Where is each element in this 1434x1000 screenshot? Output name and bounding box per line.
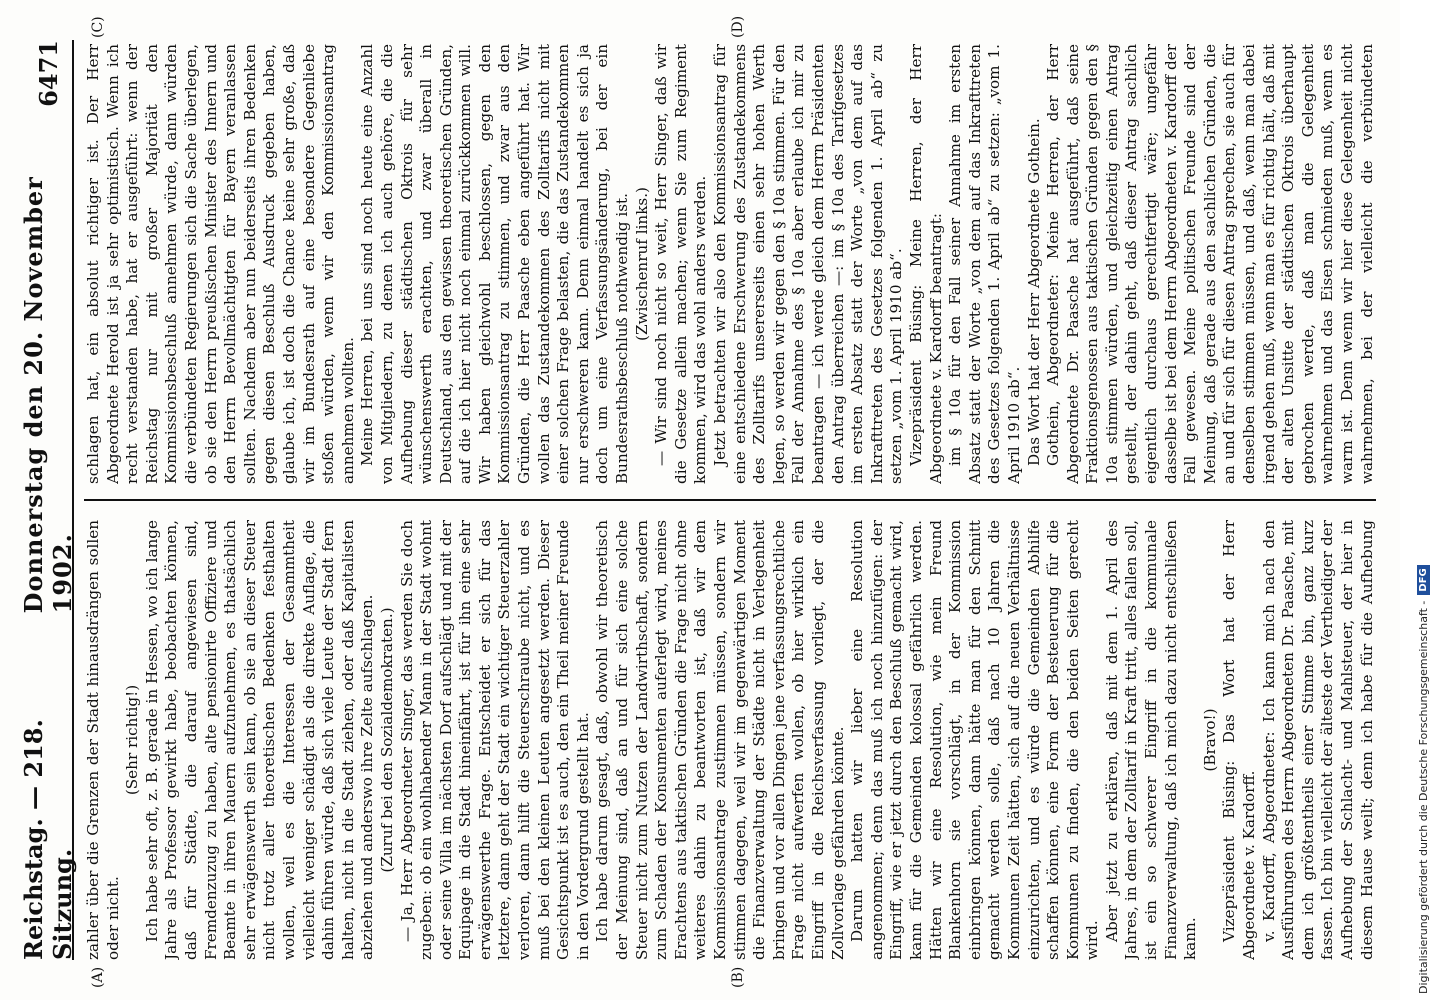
margin-marker-d: (D) [730, 15, 746, 38]
paragraph: schlagen hat, ein absolut richtiger ist. Der Herr Abgeordnete Herold ist ja sehr optimistisch. Wenn ich recht verstanden habe, hat er ausgeführt: wenn der Reichstag nur mit großer Majorität den Kommissionsbeschluß annehmen würde, dann würden die verbündeten Regierungen sich die Sache überlegen, ob sie den Herrn preußischen Minister des Innern und den Herrn Bevollmächtigten für Bayern veranlassen sollten. Nachdem aber nun beiderseits ihren Bedenken gegen diesen Beschluß Ausdruck gegeben haben, glaube ich, ist doch die Chance keine sehr große, daß wir im Bundesrath auf eine besondere Gegenliebe stoßen würden, wenn wir den Kommissionsantrag annehmen wollten. [84, 44, 357, 484]
digitization-stamp [1414, 6, 1432, 994]
paragraph: — Ja, Herr Abgeordneter Singer, das werden Sie doch zugeben: ob ein wohlhabender Mann in der Stadt wohnt oder seine Villa im nächsten Dorf aufschlägt und mit der Equipage in die Stadt hineinfährt, ist für ihn eine sehr erwägenswerthe Frage. Entscheidet er sich für das letztere, dann geht der Stadt ein wichtiger Steuerzahler verloren, dann hilft die Steuerschraube nicht, und es muß bei den kleinen Leuten angesetzt werden. Dieser Gesichtspunkt ist es auch, den ein Theil meiner Freunde in den Vordergrund gestellt hat. [397, 520, 592, 960]
header-left: Reichstag. — 218. Sitzung. [19, 719, 77, 960]
dfg-logo: DFG [1417, 565, 1430, 594]
margin-marker-a: (A) [90, 966, 106, 988]
paragraph: — Wir sind noch nicht so weit, Herr Singer, daß wir die Gesetze allein machen; wenn Sie zum Regiment kommen, wird das wohl anders werden. [652, 44, 710, 484]
header-date: Donnerstag den 20. November 1902. [19, 176, 77, 614]
paragraph: Meine Herren, bei uns sind noch heute eine Anzahl von Mitgliedern, zu denen ich auch gehöre, die die Aufhebung dieser städtischen Oktrois für sehr wünschenswerth erachten, und zwar überall in Deutschland, aus den gewissen theoretischen Gründen, auf die ich hier nicht noch einmal zurückkommen will. Wir haben gleichwohl beschlossen, gegen den Kommissionsantrag zu stimmen, und zwar aus den Gründen, die Herr Paasche eben angeführt hat. Wir wollen das Zustandekommen des Zolltarifs nicht mit einer solchen Frage belasten, die das Zustandekommen nur erschweren kann. Denn einmal handelt es sich ja doch um eine Verfassungsänderung, bei der ein Bundesrathsbeschluß nothwendig ist. [358, 44, 632, 484]
left-column [84, 520, 1376, 960]
right-column [84, 44, 1376, 484]
paragraph: Vizepräsident Büsing: Meine Herren, der Herr Abgeordnete v. Kardorff beantragt: [906, 44, 945, 484]
paragraph: v. Kardorff, Abgeordneter: Ich kann mich nach den Ausführungen des Herrn Abgeordneten Dr. Paasche, mit dem ich größtentheils einer Stimme bin, ganz kurz fassen. Ich bin vielleicht der älteste der Vertheidiger der Aufhebung der Schlacht- und Mahlsteuer, der hier in diesem Hause weilt; denn ich habe für die Aufhebung [1259, 520, 1376, 960]
paragraph: (Zwischenruf links.) [632, 187, 651, 341]
paragraph: im § 10a für den Fall seiner Annahme im ersten Absatz statt der Worte „von dem auf das Inkrafttreten des Gesetzes folgenden 1. April ab“ zu setzen: „vom 1. April 1910 ab“. [946, 44, 1023, 484]
paragraph: Ich habe darum gesagt, daß, obwohl wir theoretisch der Meinung sind, daß an und für sich eine solche Steuer nicht zum Nutzen der Landwirthschaft, sondern zum Schaden der Konsumenten auferlegt wird, meines Erachtens aus taktischen Gründen die Frage nicht ohne weiteres dahin zu beantworten ist, daß wir dem Kommissionsantrage zustimmen müssen, sondern wir stimmen dagegen, weil wir im gegenwärtigen Moment die Finanzverwaltung der Städte nicht in Verlegenheit bringen und vor allen Dingen jene verfassungsrechtliche Frage nicht aufwerfen wollen, ob hier wirklich ein Eingriff in die Reichsverfassung vorliegt, der die Zollvorlage gefährden könnte. [593, 520, 847, 960]
paragraph: Ich habe sehr oft, z. B. gerade in Hessen, wo ich lange Jahre als Professor gewirkt habe, beobachten können, daß für Städte, die darauf angewiesen sind, Fremdenzuzug zu haben, alte pensionirte Offiziere und Beamte in ihren Mauern aufzunehmen, es thatsächlich sehr erwägenswerth sein kann, ob sie an dieser Steuer nicht trotz aller theoretischen Bedenken festhalten wollen, weil es die Interessen der Gesammtheit vielleicht weniger schädigt als die direkte Auflage, die dahin führen würde, daß sich viele Leute der Stadt fern halten, nicht in die Stadt ziehen, oder daß Kapitalisten abziehen und anderswo ihre Zelte aufschlagen. [142, 520, 377, 960]
paragraph: Aber jetzt zu erklären, daß mit dem 1. April des Jahres, in dem der Zolltarif in Kraft tritt, alles fallen soll, ist ein so schwerer Eingriff in die kommunale Finanzverwaltung, daß ich mich dazu nicht entschließen kann. [1102, 520, 1200, 960]
paragraph: (Bravo!) [1200, 708, 1219, 772]
stamp-text: Digitalisierung gefördert durch die Deutsche Forschungsgemeinschaft - [1416, 600, 1430, 994]
margin-marker-c: (C) [90, 16, 106, 38]
paragraph: (Sehr richtig!) [123, 684, 142, 796]
paragraph: (Zuruf bei den Sozialdemokraten.) [377, 607, 396, 873]
page-header [19, 40, 77, 960]
paragraph: Vizepräsident Büsing: Das Wort hat der Herr Abgeordnete v. Kardorff. [1220, 520, 1259, 960]
paragraph: Jetzt betrachten wir also den Kommissionsantrag für eine entschiedene Erschwerung des Zustandekommens des Zolltarifs unsererseits einen sehr hohen Werth legen, so werden wir gegen den § 10a stimmen. Für den Fall der Annahme des § 10a aber erlaube ich mir zu beantragen — ich werde gleich dem Herrn Präsidenten den Antrag überreichen —: im § 10a des Tarifgesetzes im ersten Absatz statt der Worte „von dem auf das Inkrafttreten des Gesetzes folgenden 1. April ab“ zu setzen „vom 1. April 1910 ab“. [711, 44, 906, 484]
paragraph: Darum hatten wir lieber eine Resolution angenommen; denn das muß ich noch hinzufügen: der Eingriff, wie er jetzt durch den Beschluß gemacht wird, kann für die Gemeinden kolossal gefährlich werden. Hätten wir eine Resolution, wie mein Freund Blankenhorn sie vorschlägt, in der Kommission einbringen können, dann hätte man für den Schnitt gemacht werden solle, daß nach 10 Jahren die Kommunen Zeit hätten, sich auf die neuen Verhältnisse einzurichten, und es würde die Gemeinden Abhilfe schaffen können, eine Form der Besteuerung für die Kommunen zu finden, die den beiden Seiten gerecht wird. [848, 520, 1102, 960]
paragraph: Gothein, Abgeordneter: Meine Herren, der Herr Abgeordnete Dr. Paasche hat ausgeführt, daß seine Fraktionsgenossen aus taktischen Gründen gegen den § 10a stimmen würden, und gleichzeitig einen Antrag gestellt, der dahin geht, daß dieser Antrag sachlich eigentlich durchaus gerechtfertigt wäre; ungefähr dasselbe ist bei dem Herrn Abgeordneten v. Kardorff der Fall gewesen. Meine politischen Freunde sind der Meinung, daß gerade aus den sachlichen Gründen, die an und für sich für diesen Antrag sprechen, sie auch für denselben stimmen müssen, und daß, wenn man dabei irgend gehen muß, wenn man es für richtig hält, daß mit der alten Unsitte der städtischen Oktrois überhaupt gebrochen werde, daß man die Gelegenheit wahrnehmen und das Eisen schmieden muß, wenn es warm ist. Denn wenn wir hier diese Gelegenheit nicht wahrnehmen, bei der vielleicht die verbündeten [1044, 44, 1376, 484]
page-number: 6471 [33, 40, 63, 107]
paragraph: Das Wort hat der Herr Abgeordnete Gothein. [1024, 118, 1043, 466]
column-divider [84, 499, 1376, 501]
margin-marker-b: (B) [730, 966, 746, 988]
paragraph: zahler über die Grenzen der Stadt hinausdrängen sollen oder nicht. [84, 520, 122, 960]
